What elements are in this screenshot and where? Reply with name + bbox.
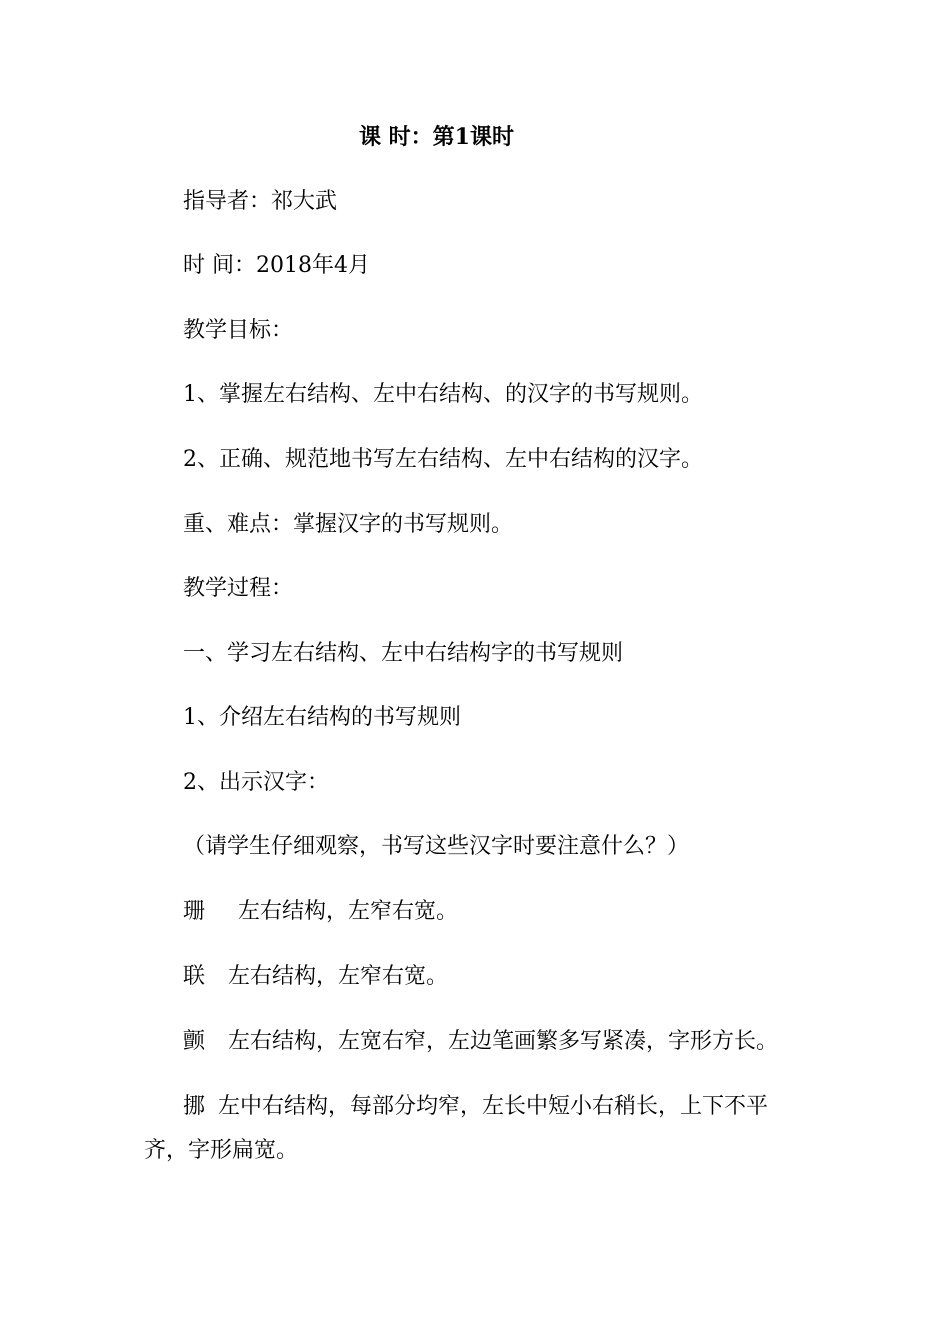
- section-1-heading: 一、学习左右结构、左中右结构字的书写规则: [183, 641, 624, 666]
- example-row: [183, 899, 458, 925]
- objective-1: 1、掌握左右结构、左中右结构、的汉字的书写规则。: [183, 382, 703, 407]
- date-line: 时 间：2018年4月: [183, 253, 370, 278]
- key-points-line: 重、难点：掌握汉字的书写规则。: [183, 512, 514, 537]
- example-row: [183, 1094, 768, 1120]
- example-row: [183, 964, 448, 990]
- lesson-period-title: 课 时：第1课时: [359, 124, 514, 150]
- objectives-heading: 教学目标：: [183, 318, 294, 343]
- example-desc-continuation: 齐，字形扁宽。: [144, 1138, 299, 1163]
- example-desc: 左右结构，左窄右宽。: [238, 899, 459, 924]
- example-desc: 左右结构，左宽右窄，左边笔画繁多写紧凑，字形方长。: [228, 1029, 779, 1054]
- example-char: 颤: [183, 1029, 206, 1054]
- objective-2: 2、正确、规范地书写左右结构、左中右结构的汉字。: [183, 447, 703, 472]
- example-char: 挪: [183, 1094, 206, 1119]
- process-heading: 教学过程：: [183, 576, 294, 601]
- example-char: 联: [183, 964, 206, 989]
- example-desc: 左中右结构，每部分均窄，左长中短小右稍长，上下不平: [218, 1094, 769, 1119]
- example-row: [183, 1029, 778, 1055]
- step-2: 2、出示汉字：: [183, 770, 329, 795]
- observation-prompt: （请学生仔细观察，书写这些汉字时要注意什么？）: [183, 834, 690, 859]
- instructor-line: 指导者：祁大武: [183, 189, 338, 214]
- example-desc: 左右结构，左窄右宽。: [228, 964, 449, 989]
- step-1: 1、介绍左右结构的书写规则: [183, 705, 461, 730]
- example-char: 珊: [183, 899, 206, 924]
